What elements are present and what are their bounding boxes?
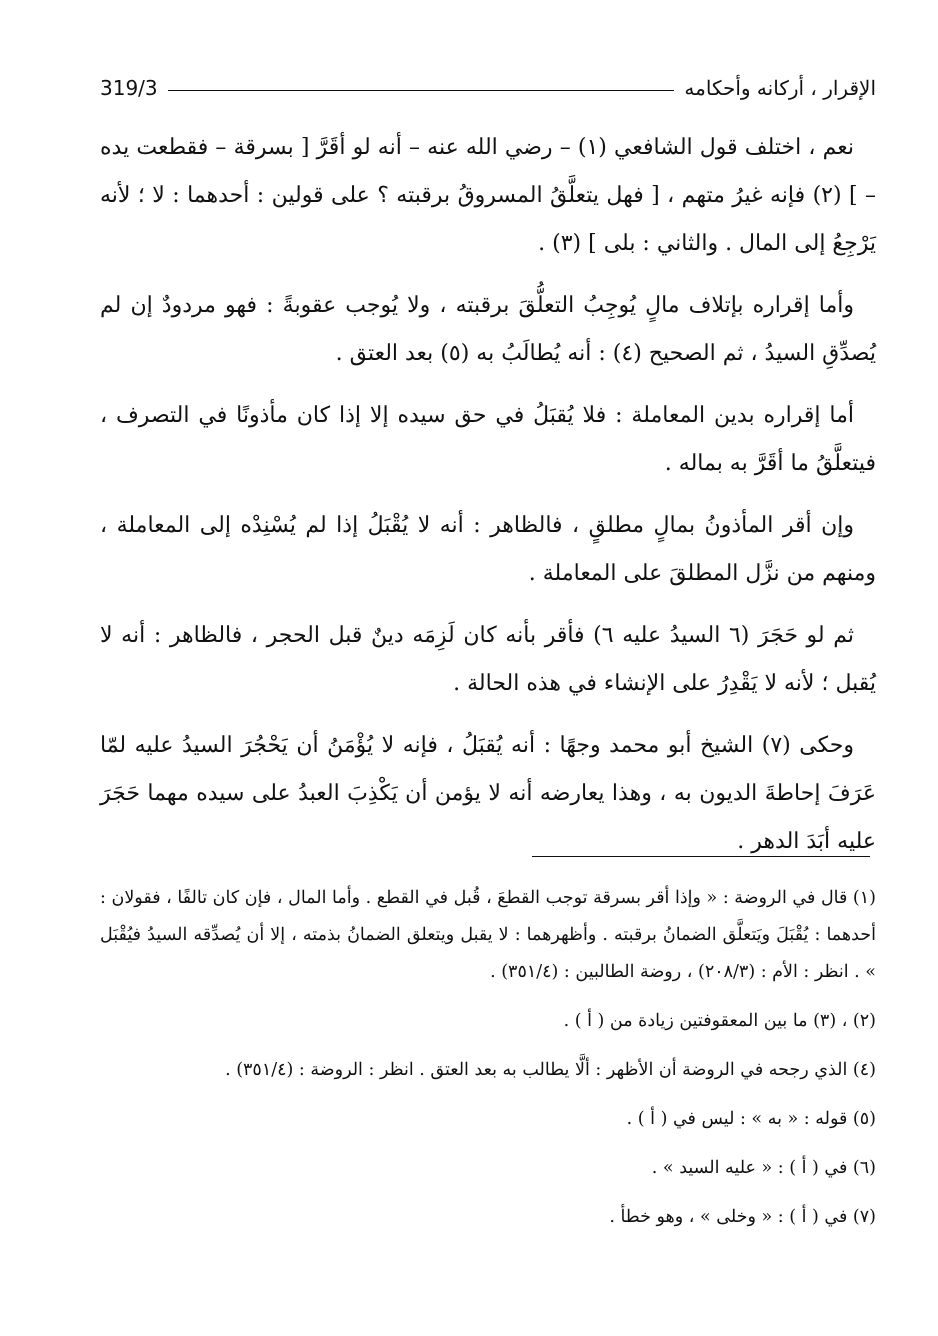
main-text — [100, 124, 876, 880]
footnote-2-3: (٢) ، (٣) ما بين المعقوفتين زيادة من ( أ ) . — [563, 1011, 876, 1031]
header-rule — [168, 90, 675, 91]
footnote-7: (٧) في ( أ ) : « وخلى » ، وهو خطأ . — [609, 1207, 876, 1227]
chapter-title: الإقرار ، أركانه وأحكامه — [684, 76, 876, 100]
footnote-1: (١) قال في الروضة : « وإذا أقر بسرقة توجب القطعَ ، قُبل في القطع . وأما المال ، فإن كان تالفًا ، فقولان : أحدهما : يُقْبَلَ ويَتعلَّق الضمانُ برقبته . وأظهرهما : لا يقبل ويتعلق الضمانُ بذمته ، إلا أن يُصدِّقه السيدُ فيُقْبَل » . انظر : الأم : (٢٠٨/٣) ، روضة الطالبين : (٣٥١/٤) . — [100, 888, 876, 982]
footnote-4: (٤) الذي رجحه في الروضة أن الأظهر : ألَّا يطالب به بعد العتق . انظر : الروضة : (٣٥١/٤) . — [225, 1060, 876, 1080]
paragraph-2: وأما إقراره بإتلاف مالٍ يُوجِبُ التعلُّقَ برقبته ، ولا يُوجب عقوبةً : فهو مردودٌ إن لم يُصدِّقِ السيدُ ، ثم الصحيح (٤) : أنه يُطالَبُ به (٥) بعد العتق . — [100, 293, 876, 366]
footnote-6: (٦) في ( أ ) : « عليه السيد » . — [651, 1158, 876, 1178]
footnotes — [100, 880, 876, 1248]
paragraph-4: وإن أقر المأذونُ بمالٍ مطلقٍ ، فالظاهر : أنه لا يُقْبَلُ إذا لم يُسْنِدْه إلى المعاملة ، ومنهم من نزَّل المطلقَ على المعاملة . — [100, 513, 876, 586]
paragraph-5: ثم لو حَجَرَ (٦ السيدُ عليه ٦) فأقر بأنه كان لَزِمَه دينٌ قبل الحجر ، فالظاهر : أنه لا يُقبل ؛ لأنه لا يَقْدِرُ على الإنشاء في هذه الحالة . — [100, 623, 876, 696]
paragraph-3: أما إقراره بدين المعاملة : فلا يُقبَلُ في حق سيده إلا إذا كان مأذونًا في التصرف ، فيتعلَّقُ ما أقَرَّ به بماله . — [100, 403, 876, 476]
footnote-separator — [532, 856, 870, 857]
running-header — [100, 68, 876, 108]
paragraph-6: وحكى (٧) الشيخ أبو محمد وجهًا : أنه يُقبَلُ ، فإنه لا يُؤْمَنُ أن يَحْجُرَ السيدُ عليه لمّا عَرَفَ إحاطةَ الديون به ، وهذا يعارضه أنه لا يؤمن أن يَكْذِبَ العبدُ على سيده مهما حَجَرَ عليه أبَدَ الدهر . — [100, 733, 876, 854]
page-number: 319/3 — [100, 76, 158, 100]
paragraph-1: نعم ، اختلف قول الشافعي (١) – رضي الله عنه – أنه لو أقَرَّ [ بسرقة – فقطعت يده – ] (٢) فإنه غيرُ متهم ، [ فهل يتعلَّقُ المسروقُ برقبته ؟ على قولين : أحدهما : لا ؛ لأنه يَرْجِعُ إلى المال . والثاني : بلى ] (٣) . — [100, 135, 876, 256]
footnote-5: (٥) قوله : « به » : ليس في ( أ ) . — [626, 1109, 876, 1129]
